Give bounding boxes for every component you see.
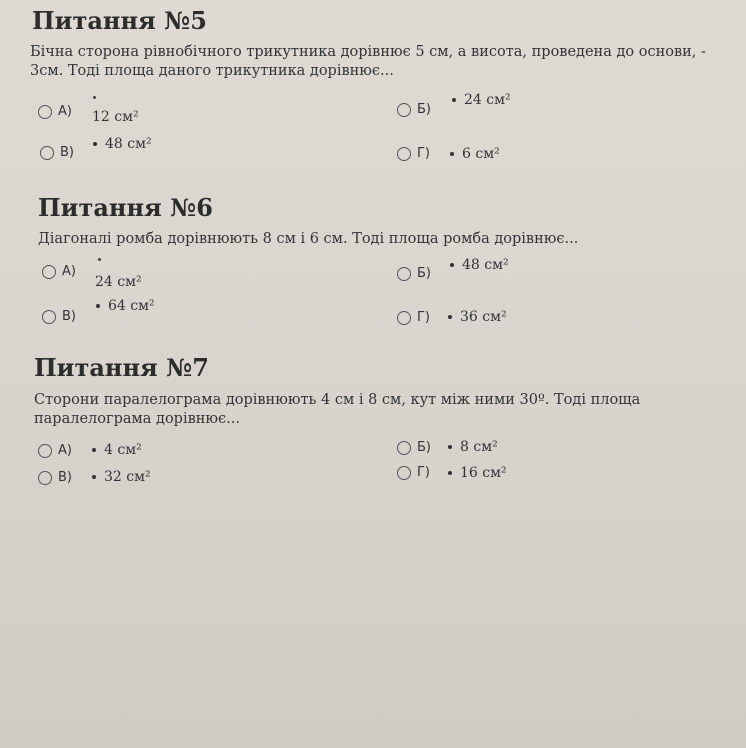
q7-option-a-value: 4 см²: [92, 442, 142, 458]
option-letter: В): [60, 145, 74, 160]
question-7-text: Сторони паралелограма дорівнюють 4 см і 8 см, кут між ними 30º. Тоді площа паралелограма дорівнює...: [34, 392, 641, 427]
bullet-dot: [450, 263, 454, 267]
q7-option-b-value: 8 см²: [448, 439, 498, 455]
radio-button[interactable]: [42, 310, 56, 324]
bullet-dot: [452, 98, 456, 102]
question-6-text: Діагоналі ромба дорівнюють 8 см і 6 см. Тоді площа ромба дорівнює...: [38, 231, 579, 247]
bullet-dot: [93, 96, 96, 99]
option-letter: А): [62, 264, 76, 279]
q5-option-d[interactable]: [397, 146, 442, 161]
radio-button[interactable]: [397, 267, 411, 281]
q5-option-c-value: 48 см²: [93, 136, 152, 152]
q5-option-d-value: 6 см²: [450, 146, 500, 162]
question-5-text: Бічна сторона рівнобічного трикутника дорівнює 5 см, а висота, проведена до основи, - 3см. Тоді площа даного трикутника дорівнює...: [30, 44, 706, 79]
q6-option-c-value: 64 см²: [96, 298, 155, 314]
q6-option-c[interactable]: [42, 309, 88, 324]
option-letter: А): [58, 443, 72, 458]
radio-button[interactable]: [38, 471, 52, 485]
radio-button[interactable]: [397, 441, 411, 455]
radio-button[interactable]: [397, 147, 411, 161]
q5-option-a-value: 12 см²: [92, 109, 139, 125]
radio-button[interactable]: [42, 265, 56, 279]
bullet-dot: [98, 258, 101, 261]
q7-option-b[interactable]: [397, 440, 443, 455]
q6-option-b[interactable]: [397, 266, 443, 281]
q7-option-d[interactable]: [397, 465, 442, 480]
q6-option-a[interactable]: [42, 264, 88, 279]
q6-option-a-value: 24 см²: [95, 274, 142, 290]
bullet-dot: [448, 471, 452, 475]
option-letter: В): [58, 470, 72, 485]
radio-button[interactable]: [397, 311, 411, 325]
radio-button[interactable]: [397, 103, 411, 117]
bullet-dot: [450, 152, 454, 156]
q5-option-a[interactable]: [38, 104, 84, 119]
bullet-dot: [92, 475, 96, 479]
q7-option-c[interactable]: [38, 470, 84, 485]
question-7-title: Питання №7: [34, 353, 209, 382]
radio-button[interactable]: [397, 466, 411, 480]
option-letter: Б): [417, 266, 431, 281]
bullet-dot: [92, 448, 96, 452]
option-letter: Г): [417, 465, 430, 480]
option-letter: Г): [417, 146, 430, 161]
q6-option-b-value: 48 см²: [450, 257, 509, 273]
question-5-title: Питання №5: [32, 6, 207, 35]
q7-option-c-value: 32 см²: [92, 469, 151, 485]
radio-button[interactable]: [38, 444, 52, 458]
option-letter: В): [62, 309, 76, 324]
q6-option-d[interactable]: [397, 310, 442, 325]
q5-option-b[interactable]: [397, 102, 443, 117]
bullet-dot: [448, 315, 452, 319]
bullet-dot: [93, 142, 97, 146]
q6-option-d-value: 36 см²: [448, 309, 507, 325]
option-letter: Б): [417, 440, 431, 455]
q5-option-c[interactable]: [40, 145, 86, 160]
bullet-dot: [96, 304, 100, 308]
q7-option-d-value: 16 см²: [448, 465, 507, 481]
q7-option-a[interactable]: [38, 443, 84, 458]
radio-button[interactable]: [40, 146, 54, 160]
question-6-title: Питання №6: [38, 193, 213, 222]
radio-button[interactable]: [38, 105, 52, 119]
q5-option-b-value: 24 см²: [452, 92, 511, 108]
option-letter: Г): [417, 310, 430, 325]
option-letter: Б): [417, 102, 431, 117]
option-letter: А): [58, 104, 72, 119]
bullet-dot: [448, 445, 452, 449]
